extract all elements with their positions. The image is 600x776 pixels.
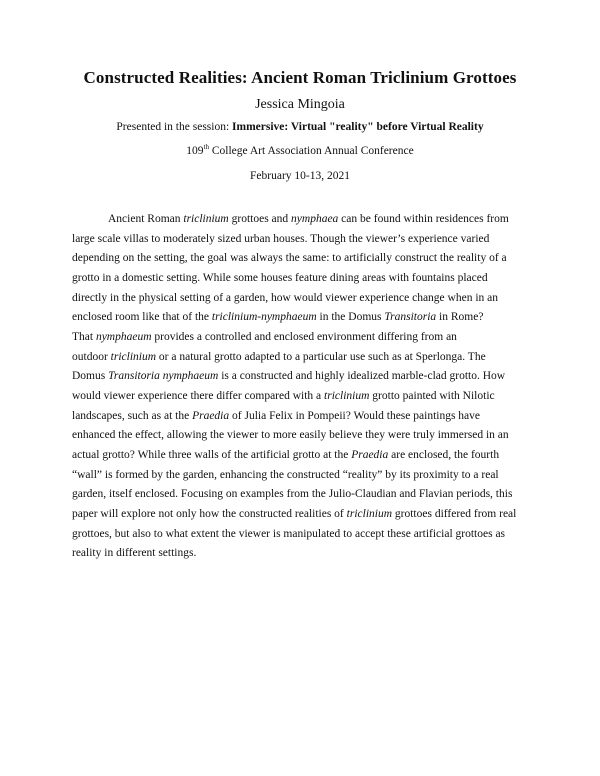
abstract-line: would viewer experience there differ compared with a triclinium grotto painted with Nilotic [72, 389, 495, 402]
conference-name: College Art Association Annual Conference [208, 145, 414, 157]
abstract-line: outdoor triclinium or a natural grotto adapted to a particular use such as at Sperlonga. The [72, 350, 486, 363]
abstract-line: That nymphaeum provides a controlled and enclosed environment differing from an [72, 330, 457, 343]
abstract-line: “wall” is formed by the garden, enhancing the constructed “reality” by its proximity to a real [72, 468, 499, 481]
abstract-line: enclosed room like that of the triclinium-nymphaeum in the Domus Transitoria in Rome? [72, 311, 484, 324]
abstract-line: actual grotto? While three walls of the artificial grotto at the Praedia are enclosed, the fourth [72, 448, 500, 461]
abstract-line: reality in different settings. [72, 547, 197, 560]
conference-line [0, 145, 600, 157]
abstract-line: large scale villas to moderately sized urban houses. Though the viewer’s experience varied [72, 232, 490, 245]
paper-title: Constructed Realities: Ancient Roman Triclinium Grottoes [83, 68, 517, 87]
abstract-line: garden, itself enclosed. Focusing on examples from the Julio-Claudian and Flavian periods, this [72, 488, 513, 501]
session-prefix: Presented in the session: [116, 121, 233, 133]
abstract-line: landscapes, such as at the Praedia of Julia Felix in Pompeii? Would these paintings have [72, 409, 481, 422]
conference-dates: February 10-13, 2021 [250, 170, 350, 182]
abstract-paragraph [72, 210, 532, 564]
abstract-line: enhanced the effect, allowing the viewer to more easily believe they were truly immersed in an [72, 429, 509, 442]
abstract-line: Domus Transitoria nymphaeum is a constructed and highly idealized marble-clad grotto. How [72, 370, 506, 383]
abstract-line: Ancient Roman triclinium grottoes and nymphaea can be found within residences from [108, 213, 509, 225]
session-line [0, 121, 600, 133]
abstract-line: grottoes, but also to what extent the viewer is manipulated to accept these artificial grottoes as [72, 527, 506, 540]
abstract-line: directly in the physical setting of a garden, how would viewer experience change when in an [72, 291, 498, 304]
author-name: Jessica Mingoia [255, 97, 345, 112]
conference-ordinal: th [203, 143, 209, 152]
abstract-line: depending on the setting, the goal was always the same: to artificially construct the reality of a [72, 252, 507, 265]
abstract-line: grotto in a domestic setting. While some houses feature dining areas with fountains placed [72, 271, 488, 284]
session-name: Immersive: Virtual "reality" before Virtual Reality [232, 121, 484, 133]
conference-number: 109 [186, 145, 204, 157]
abstract-line: paper will explore not only how the constructed realities of triclinium grottoes differed from real [72, 507, 517, 520]
